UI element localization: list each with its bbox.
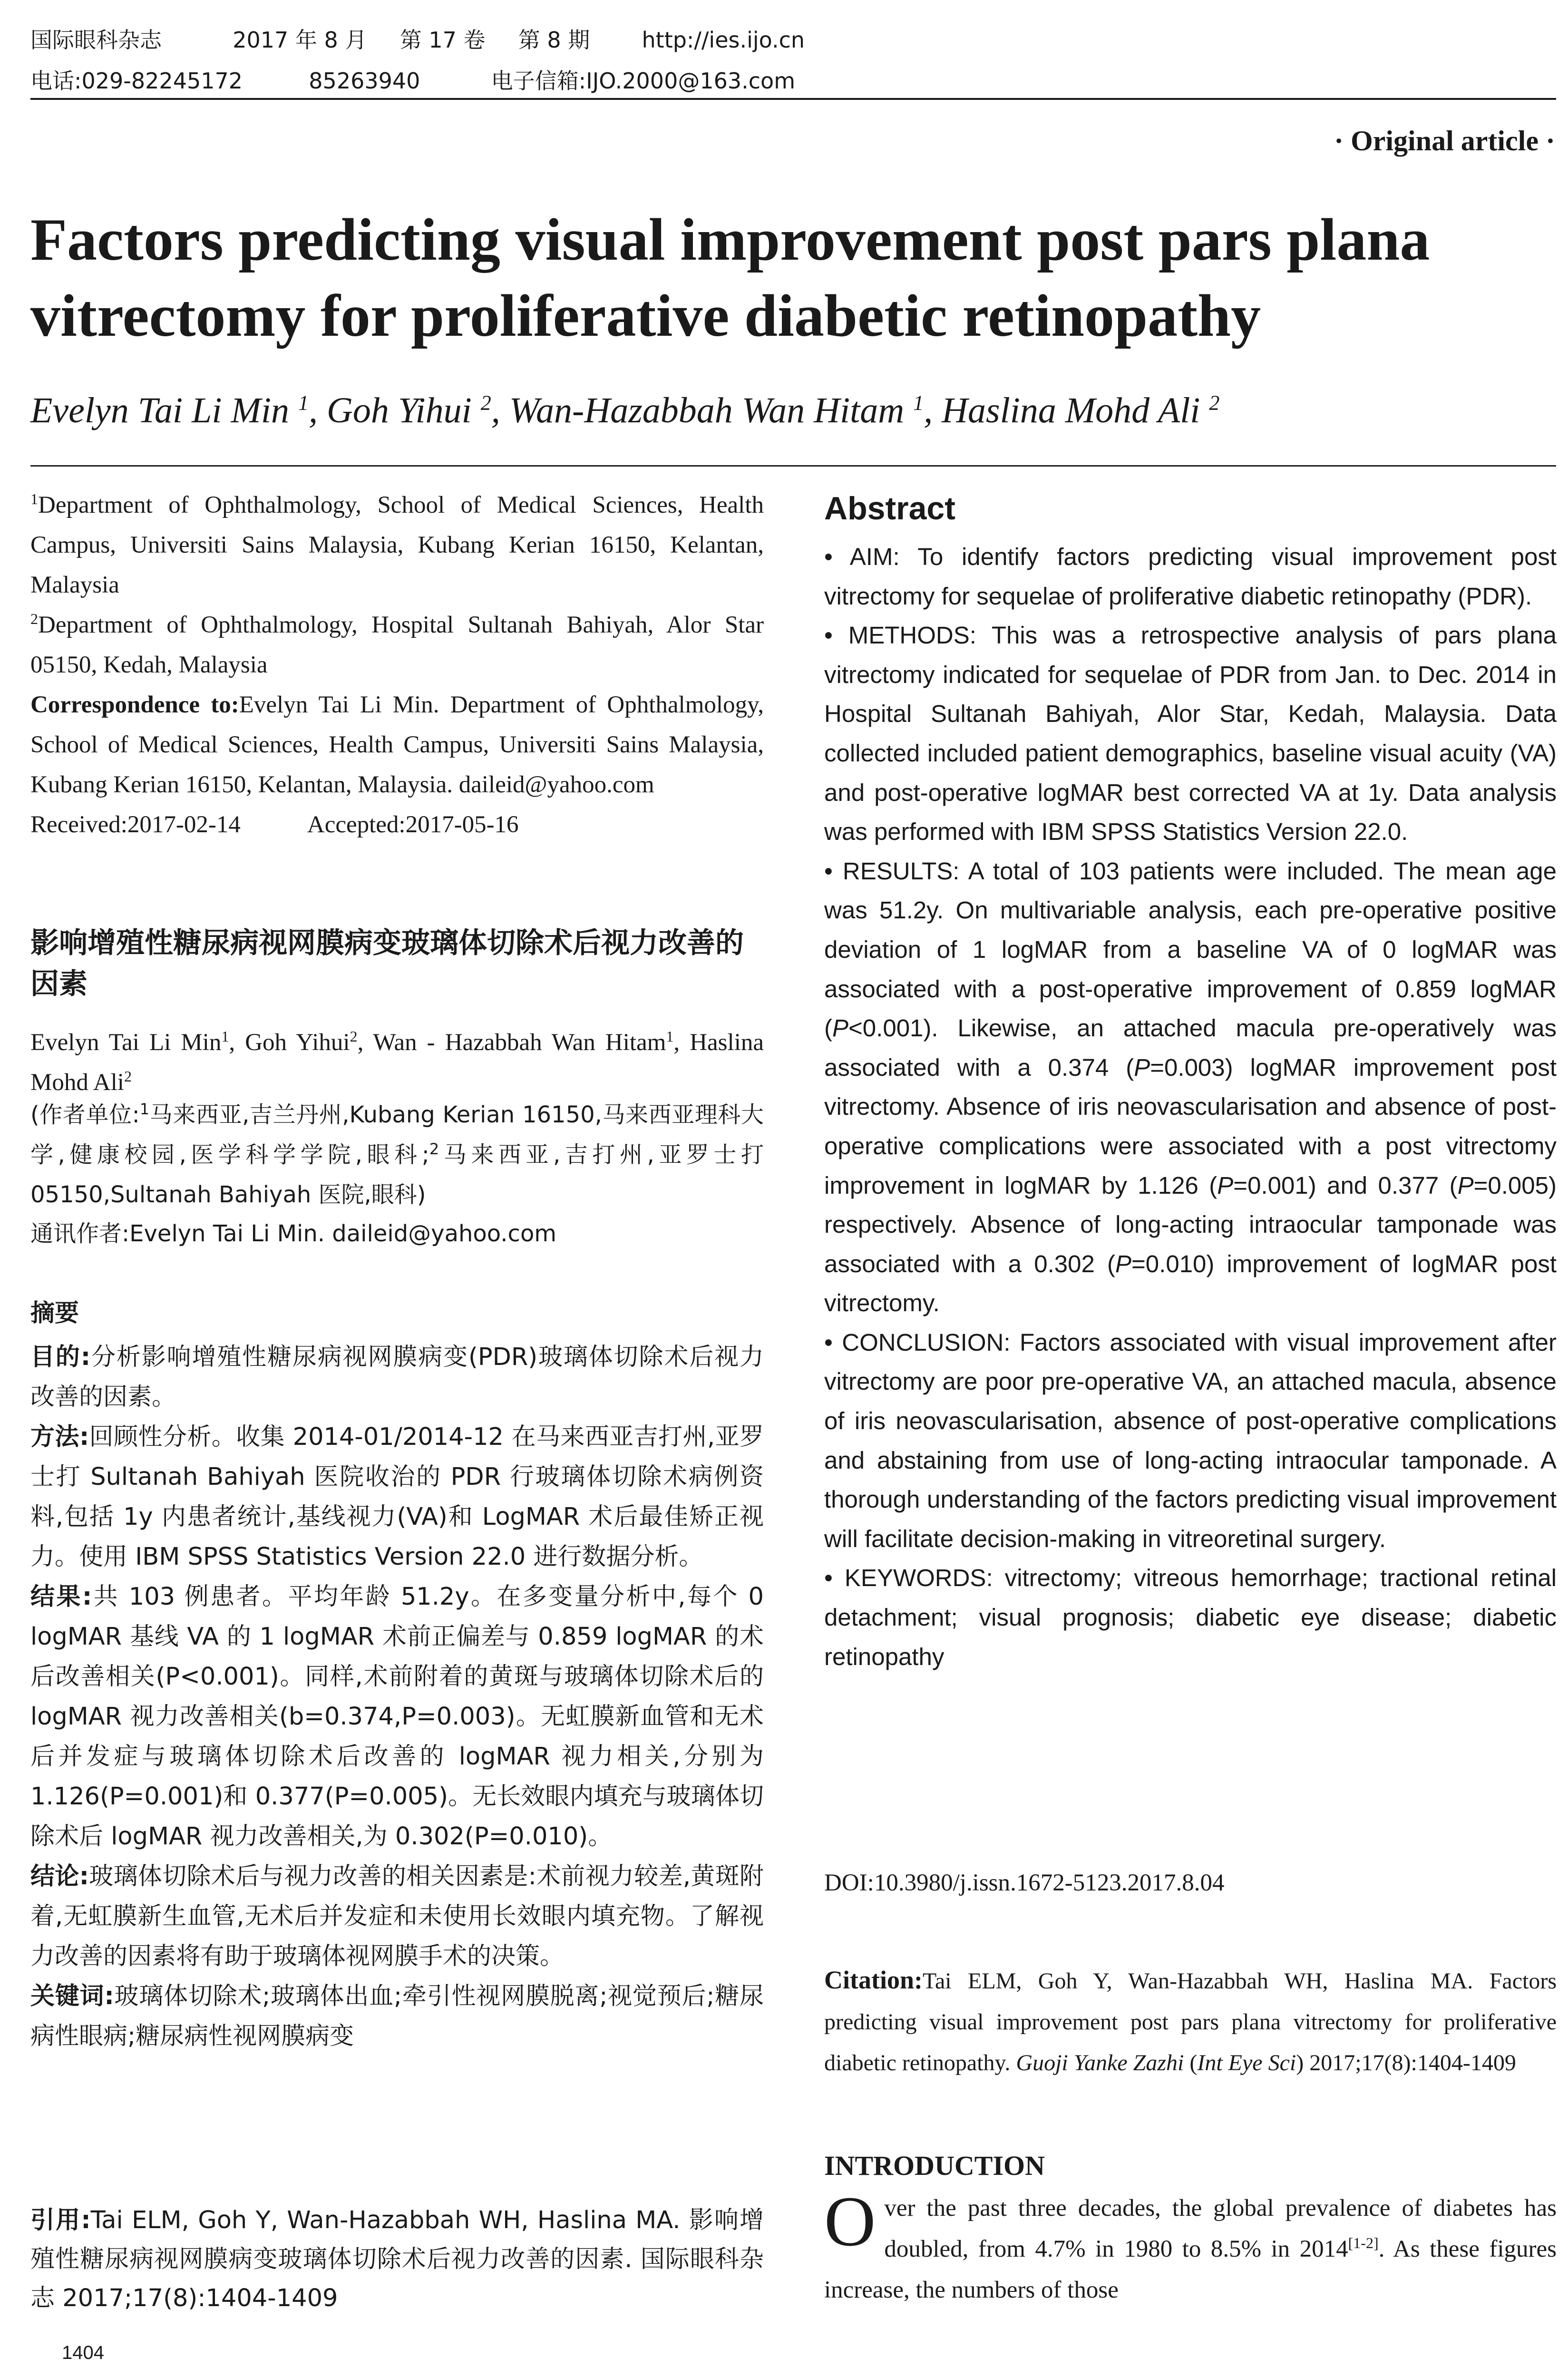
doi[interactable]: DOI:10.3980/j.issn.1672-5123.2017.8.04 [824, 1870, 1225, 1896]
author-affiliation-mark: 1 [298, 391, 309, 415]
phone-2: 85263940 [309, 68, 420, 94]
header-rule [30, 98, 1556, 100]
chinese-citation: 引用:Tai ELM, Goh Y, Wan-Hazabbah WH, Haslina MA. 影响增殖性糖尿病视网膜病变玻璃体切除术后视力改善的因素. 国际眼科杂志 2017;17(8):1404-1409 [30, 2206, 764, 2312]
authors-rule [30, 465, 1556, 467]
section-label: · Original article · [1334, 125, 1555, 156]
affiliation-2: $^2$Department of Ophthalmology, Hospital Sultanah Bahiyah, Alor Star 05150, Kedah, Malaysia [30, 610, 764, 678]
chinese-conclusion: 结论:玻璃体切除术后与视力改善的相关因素是:术前视力较差,黄斑附着,无虹膜新生血管,无术后并发症和未使用长效眼内填充物。了解视力改善的因素将有助于玻璃体视网膜手术的决策。 [30, 1862, 764, 1970]
running-header-line-2 [30, 64, 795, 95]
running-header-line-1 [30, 23, 805, 54]
author-affiliation-mark: 2 [480, 391, 491, 415]
author-affiliation-mark: 1 [913, 391, 924, 415]
chinese-author-list: Evelyn Tai Li Min$^1$, Goh Yihui$^2$, Wan - Hazabbah Wan Hitam$^1$, Haslina Mohd Ali$^2$ [30, 1028, 764, 1096]
reference-mark[interactable]: [1-2] [1348, 2234, 1379, 2251]
abstract-conclusion: • CONCLUSION: Factors associated with visual improvement after vitrectomy are poor pre-operative VA, an attached macula, absence of iris neovascularisation, absence of post-operative complications and abstaining from use of long-acting intraocular tamponade. A thorough understanding of the factors predicting visual improvement will facilitate decision-making in vitreoretinal surgery. [824, 1328, 1557, 1552]
abstract-methods: • METHODS: This was a retrospective analysis of pars plana vitrectomy indicated for sequelae of PDR from Jan. to Dec. 2014 in Hospital Sultanah Bahiyah, Alor Star, Kedah, Malaysia. Data collected included patient demographics, baseline visual acuity (VA) and post-operative logMAR best corrected VA at 1y. Data analysis was performed with IBM SPSS Statistics Version 22.0. [824, 622, 1557, 846]
journal-email[interactable]: 电子信箱:IJO.2000@163.com [491, 68, 795, 94]
abstract-body [824, 537, 1557, 1676]
journal-name-cn: 国际眼科杂志 [30, 27, 162, 53]
author-name: Haslina Mohd Ali [942, 390, 1200, 430]
drop-cap: O [824, 2182, 876, 2261]
abstract-heading: Abstract [824, 490, 955, 526]
affiliation-1: $^1$Department of Ophthalmology, School of Medical Sciences, Health Campus, Universiti Sains Malaysia, Kubang Kerian 16150, Kelantan, Malaysia [30, 490, 764, 598]
correspondence: Correspondence to:Evelyn Tai Li Min. Department of Ophthalmology, School of Medical Sciences, Health Campus, Universiti Sains Malaysia, Kubang Kerian 16150, Kelantan, Malaysia. daileid@yahoo.com [30, 692, 764, 798]
chinese-affiliation: (作者单位:$^1$马来西亚,吉兰丹州,Kubang Kerian 16150,马来西亚理科大学,健康校园,医学科学学院,眼科;$^2$马来西亚,吉打州,亚罗士打 05150,Sultanah Bahiyah 医院,眼科) [30, 1100, 764, 1208]
author-name: Wan-Hazabbah Wan Hitam [509, 390, 905, 430]
author-list: Evelyn Tai Li Min $^1$, Goh Yihui $^2$, Wan-Hazabbah Wan Hitam $^1$, Haslina Mohd Ali $^2$ [30, 390, 1220, 430]
journal-url[interactable]: http://ies.ijo.cn [642, 27, 805, 53]
chinese-correspondence: 通讯作者:Evelyn Tai Li Min. daileid@yahoo.com [30, 1220, 557, 1247]
received-accepted: Received:2017-02-14 Accepted:2017-05-16 [30, 811, 519, 838]
chinese-title: 影响增殖性糖尿病视网膜病变玻璃体切除术后视力改善的因素 [30, 926, 744, 1001]
author-name: Goh Yihui [326, 390, 472, 430]
chinese-abstract [30, 1294, 764, 2056]
introduction-text: Over the past three decades, the global prevalence of diabetes has doubled, from 4.7% in 1980 to 8.5% in 2014[1-2]. As these figures increase, the numbers of those [824, 2182, 1557, 2303]
article-title: Factors predicting visual improvement post pars plana vitrectomy for proliferative diabetic retinopathy [30, 207, 1430, 349]
issue-date: 2017 年 8 月 [233, 27, 367, 53]
affiliations [30, 485, 764, 845]
abstract-keywords: • KEYWORDS: vitrectomy; vitreous hemorrhage; tractional retinal detachment; visual prognosis; diabetic eye disease; diabetic retinopathy [824, 1564, 1557, 1670]
abstract-results: • RESULTS: A total of 103 patients were included. The mean age was 51.2y. On multivariable analysis, each pre-operative positive deviation of 1 logMAR from a baseline VA of 0 logMAR was associated with a post-operative improvement of 0.859 logMAR (P<0.001). Likewise, an attached macula pre-operatively was associated with a 0.374 (P=0.003) logMAR improvement post vitrectomy. Absence of iris neovascularisation and absence of post-operative complications were associated with a post vitrectomy improvement in logMAR by 1.126 (P=0.001) and 0.377 (P=0.005) respectively. Absence of long-acting intraocular tamponade was associated with a 0.302 (P=0.010) improvement of logMAR post vitrectomy. [824, 857, 1557, 1317]
author-affiliation-mark: 2 [1209, 391, 1220, 415]
issue: 第 8 期 [518, 27, 590, 53]
chinese-keywords: 关键词:玻璃体切除术;玻璃体出血;牵引性视网膜脱离;视觉预后;糖尿病性眼病;糖尿病性视网膜病变 [30, 1982, 764, 2050]
chinese-results: 结果:共 103 例患者。平均年龄 51.2y。在多变量分析中,每个 0 logMAR 基线 VA 的 1 logMAR 术前正偏差与 0.859 logMAR 的术后改善相关(P<0.001)。同样,术前附着的黄斑与玻璃体切除术后的 logMAR 视力改善相关(b=0.374,P=0.003)。无虹膜新血管和无术后并发症与玻璃体切除术后改善的 logMAR 视力相关,分别为 1.126(P=0.001)和 0.377(P=0.005)。无长效眼内填充与玻璃体切除术后 logMAR 视力改善相关,为 0.302(P=0.010)。 [30, 1583, 764, 1851]
volume: 第 17 卷 [399, 27, 486, 53]
chinese-methods: 方法:回顾性分析。收集 2014-01/2014-12 在马来西亚吉打州,亚罗士打 Sultanah Bahiyah 医院收治的 PDR 行玻璃体切除术病例资料,包括 1y 内患者统计,基线视力(VA)和 LogMAR 术后最佳矫正视力。使用 IBM SPSS Statistics Version 22.0 进行数据分析。 [30, 1423, 764, 1571]
page-number: 1404 [62, 2342, 104, 2363]
citation: Citation:Tai ELM, Goh Y, Wan-Hazabbah WH, Haslina MA. Factors predicting visual improvement post pars plana vitrectomy for proliferative diabetic retinopathy. Guoji Yanke Zazhi (Int Eye Sci) 2017;17(8):1404-1409 [824, 1966, 1557, 2075]
abstract-aim: • AIM: To identify factors predicting visual improvement post vitrectomy for sequelae of proliferative diabetic retinopathy (PDR). [824, 543, 1557, 610]
chinese-aim: 目的:分析影响增殖性糖尿病视网膜病变(PDR)玻璃体切除术后视力改善的因素。 [30, 1343, 764, 1411]
introduction-heading: INTRODUCTION [824, 2150, 1045, 2181]
author-name: Evelyn Tai Li Min [30, 390, 289, 430]
chinese-abstract-heading: 摘要 [30, 1299, 79, 1327]
phone: 电话:029-82245172 [30, 68, 243, 94]
